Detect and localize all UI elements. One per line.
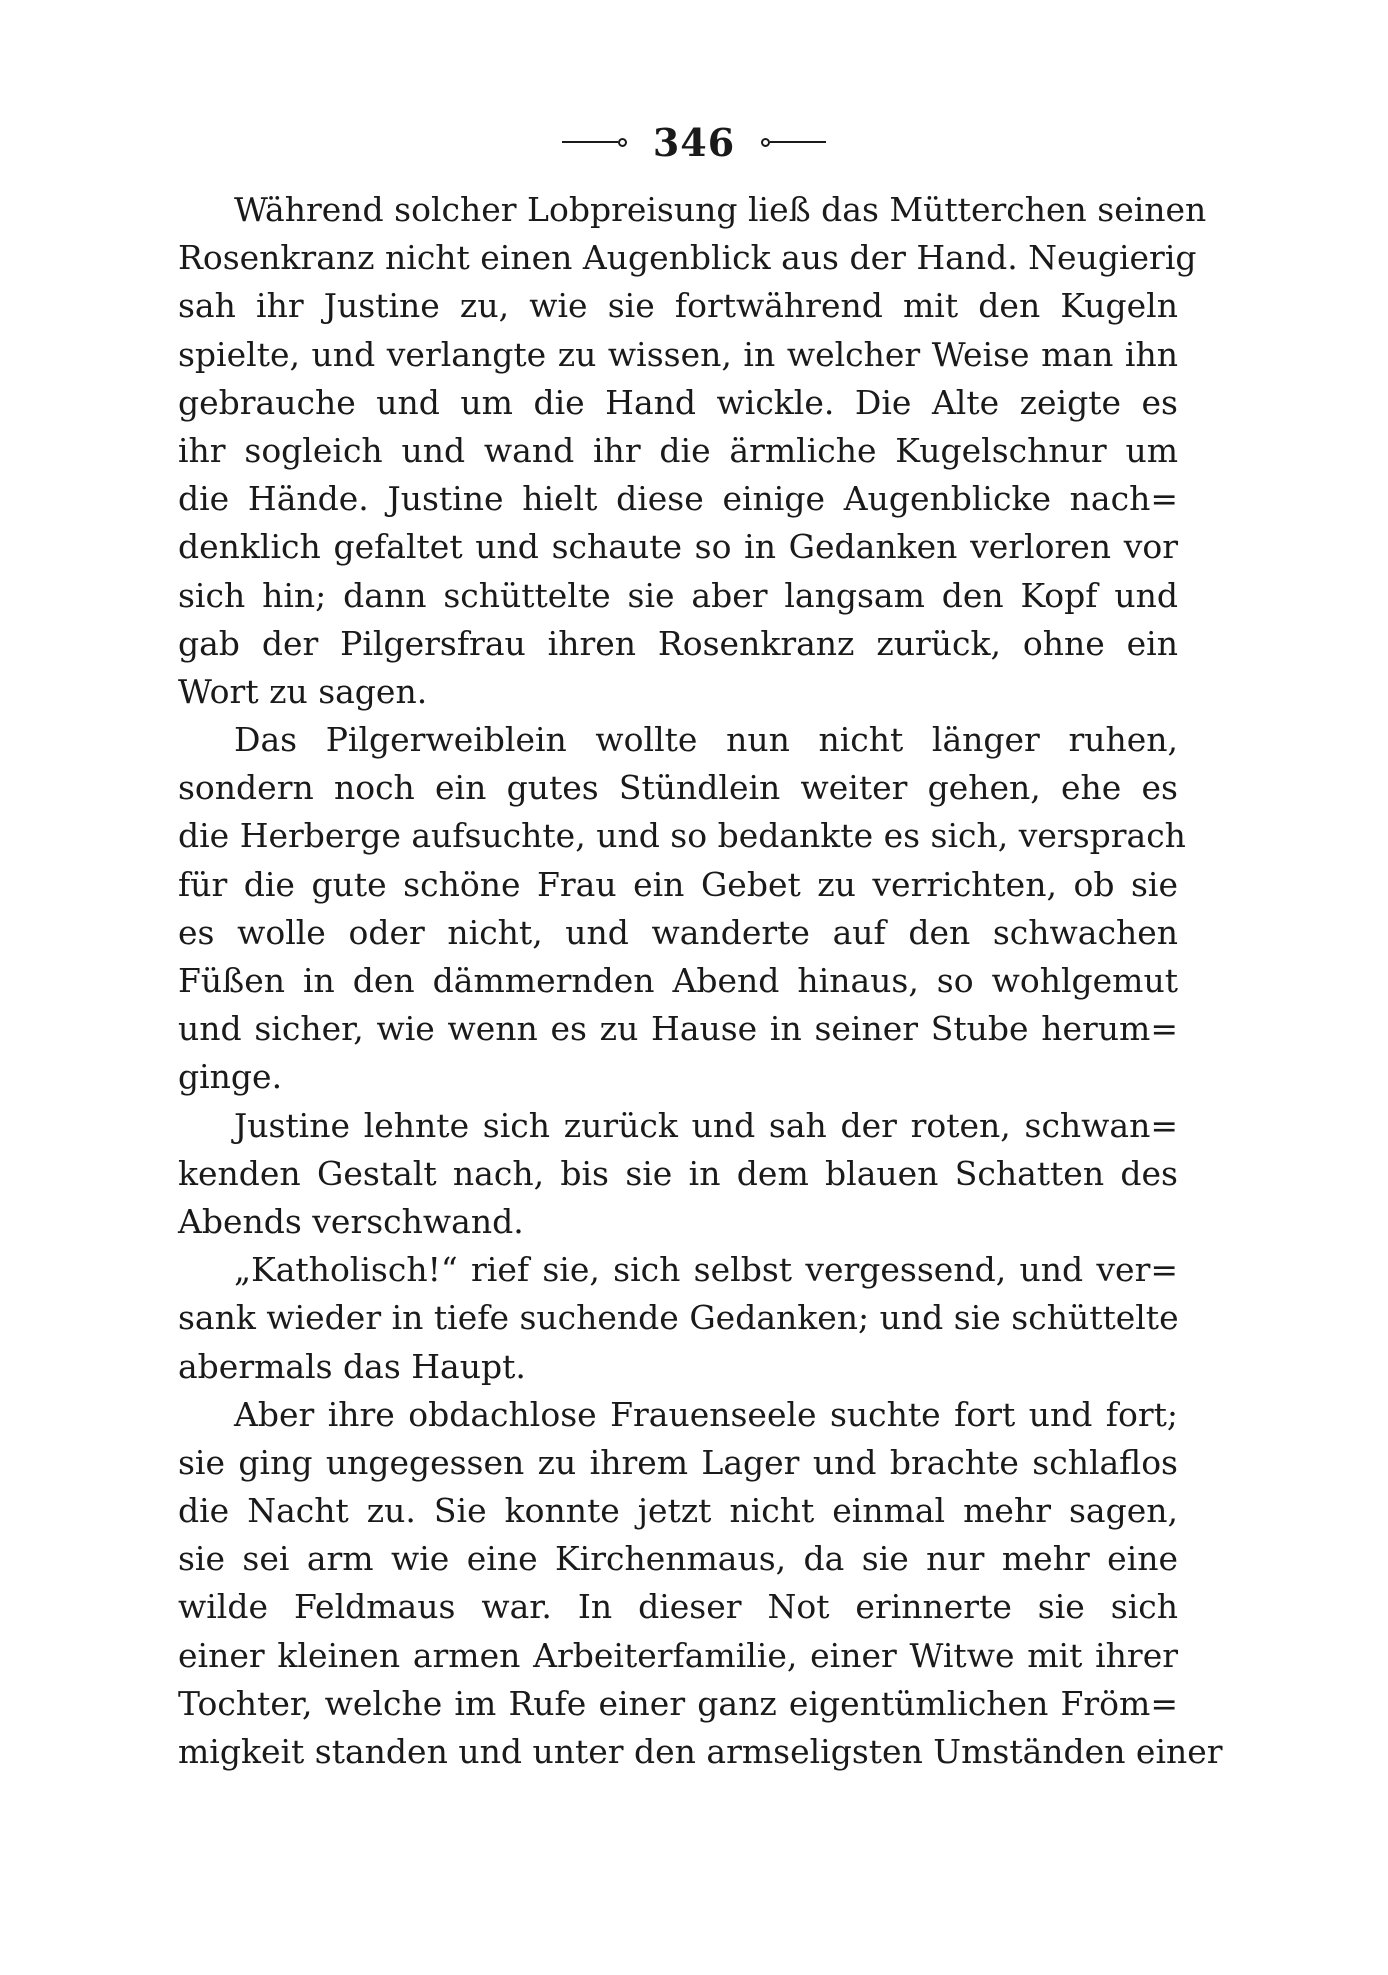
text-line: sie ging ungegessen zu ihrem Lager und brachte schlaflos <box>178 1442 1178 1482</box>
text-line: die Nacht zu. Sie konnte jetzt nicht einmal mehr sagen, <box>178 1491 1178 1531</box>
text-line: Abends verschwand. <box>178 1201 524 1241</box>
right-ornament-rule <box>761 138 826 147</box>
text-line: sich hin; dann schüttelte sie aber langsam den Kopf und <box>178 575 1178 615</box>
text-line: ginge. <box>178 1057 283 1097</box>
text-line: Tochter, welche im Rufe einer ganz eigentümlichen Fröm= <box>178 1683 1178 1723</box>
paragraph <box>178 1246 1178 1391</box>
paragraph <box>178 186 1207 716</box>
text-line: ihr sogleich und wand ihr die ärmliche Kugelschnur um <box>178 430 1178 470</box>
text-line: die Herberge aufsuchte, und so bedankte es sich, versprach <box>178 816 1186 856</box>
text-line: die Hände. Justine hielt diese einige Augenblicke nach= <box>178 479 1178 519</box>
paragraph <box>178 1102 1178 1247</box>
text-line: für die gute schöne Frau ein Gebet zu verrichten, ob sie <box>178 864 1178 904</box>
left-ornament-rule <box>562 138 627 147</box>
text-line: denklich gefaltet und schaute so in Gedanken verloren vor <box>178 527 1178 567</box>
text-line: „Katholisch!“ rief sie, sich selbst vergessend, und ver= <box>234 1250 1178 1290</box>
text-line: sah ihr Justine zu, wie sie fortwährend mit den Kugeln <box>178 286 1178 326</box>
text-line: Justine lehnte sich zurück und sah der roten, schwan= <box>234 1105 1178 1145</box>
text-line: kenden Gestalt nach, bis sie in dem blauen Schatten des <box>178 1153 1178 1193</box>
paragraph <box>178 1391 1223 1777</box>
text-line: gab der Pilgersfrau ihren Rosenkranz zurück, ohne ein <box>178 623 1178 663</box>
text-line: spielte, und verlangte zu wissen, in welcher Weise man ihn <box>178 334 1178 374</box>
text-line: es wolle oder nicht, und wanderte auf den schwachen <box>178 912 1178 952</box>
text-line: migkeit standen und unter den armseligsten Umständen einer <box>178 1732 1223 1771</box>
text-line: sondern noch ein gutes Stündlein weiter gehen, ehe es <box>178 768 1178 808</box>
page-number: 346 <box>652 119 736 165</box>
text-line: Während solcher Lobpreisung ließ das Mütterchen seinen <box>234 190 1207 229</box>
ornament-circle <box>761 138 770 147</box>
ornament-line <box>770 141 826 143</box>
text-line: einer kleinen armen Arbeiterfamilie, einer Witwe mit ihrer <box>178 1635 1178 1675</box>
ornament-circle <box>618 138 627 147</box>
text-line: Rosenkranz nicht einen Augenblick aus der Hand. Neugierig <box>178 238 1197 278</box>
text-line: Das Pilgerweiblein wollte nun nicht länger ruhen, <box>234 720 1178 760</box>
text-line: gebrauche und um die Hand wickle. Die Alte zeigte es <box>178 382 1178 422</box>
paragraph <box>178 716 1186 1102</box>
text-line: Wort zu sagen. <box>178 671 428 711</box>
text-line: abermals das Haupt. <box>178 1346 526 1386</box>
text-line: sie sei arm wie eine Kirchenmaus, da sie nur mehr eine <box>178 1539 1178 1579</box>
text-line: Aber ihre obdachlose Frauenseele suchte fort und fort; <box>234 1394 1178 1434</box>
text-line: wilde Feldmaus war. In dieser Not erinnerte sie sich <box>178 1587 1178 1627</box>
text-line: sank wieder in tiefe suchende Gedanken; und sie schüttelte <box>178 1298 1179 1338</box>
body-text <box>178 186 1223 1776</box>
ornament-line <box>562 141 618 143</box>
text-line: Füßen in den dämmernden Abend hinaus, so wohlgemut <box>178 961 1178 1000</box>
text-line: und sicher, wie wenn es zu Hause in seiner Stube herum= <box>178 1009 1178 1049</box>
page-header <box>0 112 1388 172</box>
